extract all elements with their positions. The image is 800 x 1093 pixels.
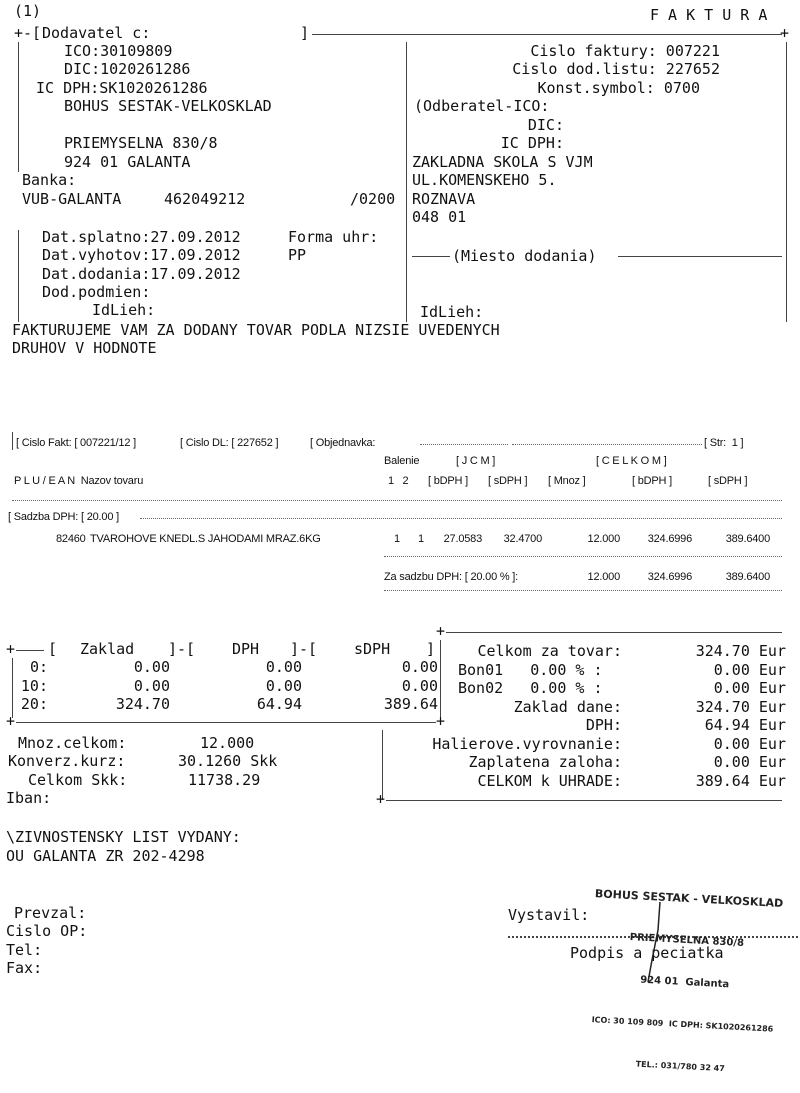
subtotal-label: Za sadzbu DPH: [ 20.00 % ]: (384, 571, 519, 583)
payment-form-label: Forma uhr: (288, 228, 379, 246)
total-goods-value: 324.70 Eur (695, 642, 786, 660)
supplier-idlieh: IdLieh: (92, 301, 156, 319)
vat-value: 64.94 Eur (704, 716, 786, 734)
col-cbdph: [ bDPH ] (632, 475, 672, 487)
company-stamp (572, 859, 797, 1093)
col-bdph: [ bDPH ] (428, 475, 468, 487)
supplier-ico: ICO:30109809 (64, 42, 173, 60)
subtotal-mnoz: 12.000 (587, 571, 620, 583)
buyer-zip: 048 01 (412, 208, 467, 226)
summary-top-rule (446, 632, 782, 633)
stamp-line-1: BOHUS SESTAK - VELKOSKLAD (594, 887, 784, 911)
date-issued: Dat.vyhotov:17.09.2012 (42, 246, 241, 264)
col-csdph: [ sDPH ] (708, 475, 748, 487)
item-b2: 1 (418, 533, 424, 545)
signature-label: Podpis a peciatka (570, 944, 724, 962)
rate-0-sdph: 0.00 (401, 658, 438, 676)
iban-label: Iban: (6, 789, 52, 807)
intro-line-2: DRUHOV V HODNOTE (12, 339, 157, 357)
item-bdph: 27.0583 (443, 533, 482, 545)
item-plu: 82460 (56, 533, 86, 545)
buyer-name: ZAKLADNA SKOLA S VJM (412, 153, 593, 171)
document-title: F A K T U R A (650, 6, 768, 24)
stamp-line-4: ICO: 30 109 809 IC DPH: SK1020261286 (591, 1015, 774, 1034)
left-border-lower (18, 230, 19, 322)
buyer-ico: (Odberatel-ICO: (414, 97, 550, 115)
fax-label: Fax: (6, 959, 43, 977)
advance-label: Zaplatena zaloha: (468, 753, 622, 771)
rate-0: 0: (29, 658, 48, 676)
bracket: ] (300, 24, 310, 42)
box-corner-right: + (780, 24, 790, 42)
col-sdph: [ sDPH ] (488, 475, 528, 487)
item-mnoz: 12.000 (587, 533, 620, 545)
summary-left-border (12, 658, 13, 718)
amount-due-value: 389.64 Eur (695, 772, 786, 790)
delivery-place: (Miesto dodania) (452, 247, 597, 265)
col-balenie: Balenie (384, 455, 420, 467)
issued-by-label: Vystavil: (508, 906, 590, 924)
supplier-street: PRIEMYSELNA 830/8 (64, 134, 218, 152)
rate-20-sdph: 389.64 (383, 695, 438, 713)
id-card-label: Cislo OP: (6, 922, 88, 940)
summary-head-dph: DPH (232, 640, 260, 658)
left-border (18, 42, 19, 172)
supplier-name: BOHUS SESTAK-VELKOSKLAD (64, 97, 272, 115)
date-due: Dat.splatno:27.09.2012 (42, 228, 241, 246)
item-name: TVAROHOVE KNEDL.S JAHODAMI MRAZ.6KG (90, 533, 321, 545)
date-delivery: Dat.dodania:17.09.2012 (42, 265, 241, 283)
license-line-1: \ZIVNOSTENSKY LIST VYDANY: (6, 828, 241, 846)
skk-total-value: 11738.29 (188, 771, 261, 789)
bank-account: 462049212 (164, 190, 246, 208)
top-rule (312, 34, 782, 35)
rate-20-dph: 64.94 (256, 695, 302, 713)
table-header-rule (420, 444, 508, 445)
box-corner: +-[ (14, 24, 42, 42)
stamp-line-5: TEL.: 031/780 32 47 (635, 1059, 726, 1074)
invoice-number: Cislo faktury: 007221 (530, 42, 720, 60)
bracket: ] (426, 640, 436, 658)
rate-20-zaklad: 324.70 (115, 695, 170, 713)
buyer-idlieh: IdLieh: (420, 303, 484, 321)
col-celkom: [ C E L K O M ] (596, 455, 667, 467)
supplier-city: 924 01 GALANTA (64, 153, 191, 171)
item-csdph: 389.6400 (725, 533, 770, 545)
rounding-value: 0.00 Eur (713, 735, 786, 753)
table-dl-no: [ Cislo DL: [ 227652 ] (180, 437, 279, 449)
bonus2-value: 0.00 Eur (713, 679, 786, 697)
rate-0-zaklad: 0.00 (133, 658, 170, 676)
subtotal-bottom-rule (384, 590, 782, 591)
amount-due-label: CELKOM k UHRADE: (477, 772, 622, 790)
rate-10-sdph: 0.00 (401, 677, 438, 695)
total-goods-label: Celkom za tovar: (477, 642, 622, 660)
col-mnoz: [ Mnoz ] (548, 475, 586, 487)
summary-corner-left: + (6, 640, 16, 658)
buyer-dic: DIC: (527, 116, 564, 134)
conv-rate-label: Konverz.kurz: (8, 752, 126, 770)
vat-label: DPH: (585, 716, 622, 734)
skk-total-label: Celkom Skk: (28, 771, 128, 789)
supplier-heading: Dodavatel c: (42, 24, 151, 42)
tax-base-value: 324.70 Eur (695, 698, 786, 716)
item-b1: 1 (394, 533, 400, 545)
table-header-rule-2 (512, 444, 702, 445)
tel-label: Tel: (6, 941, 43, 959)
table-left-border (12, 432, 13, 450)
conv-rate-value: 30.1260 Skk (178, 752, 278, 770)
rate-10-dph: 0.00 (265, 677, 302, 695)
buyer-city: ROZNAVA (412, 190, 476, 208)
rate-20: 20: (20, 695, 48, 713)
summary-corner-bl: + (6, 712, 16, 730)
buyer-street: UL.KOMENSKEHO 5. (412, 171, 557, 189)
vat-rate-rule (140, 518, 782, 519)
rate-10: 10: (20, 677, 48, 695)
table-page: [ Str: 1 ] (704, 437, 744, 449)
summary-head-rule (16, 650, 44, 651)
total-qty-label: Mnoz.celkom: (18, 734, 127, 752)
table-order: [ Objednavka: (310, 437, 376, 449)
bonus2-label: Bon02 0.00 % : (458, 679, 603, 697)
subtotal-sdph: 389.6400 (725, 571, 770, 583)
delivery-note-number: Cislo dod.listu: 227652 (512, 60, 720, 78)
col-plu: P L U / E A N Nazov tovaru (14, 475, 144, 487)
item-sdph: 32.4700 (503, 533, 542, 545)
constant-symbol: Konst.symbol: 0700 (537, 79, 700, 97)
rate-10-zaklad: 0.00 (133, 677, 170, 695)
summary-corner-br: + (436, 712, 446, 730)
tax-base-label: Zaklad dane: (513, 698, 622, 716)
bank-name: VUB-GALANTA (22, 190, 122, 208)
summary-corner-top: + (436, 622, 446, 640)
total-qty-value: 12.000 (200, 734, 255, 752)
table-invoice-no: [ Cislo Fakt: [ 007221/12 ] (16, 437, 136, 449)
middle-border (406, 42, 407, 322)
col-jcm: [ J C M ] (456, 455, 496, 467)
signature-scribble (640, 900, 670, 985)
supplier-icdph: IC DPH:SK1020261286 (36, 79, 208, 97)
col-12: 1 2 (388, 475, 409, 487)
bonus1-value: 0.00 Eur (713, 661, 786, 679)
rounding-label: Halierove.vyrovnanie: (432, 735, 622, 753)
table-header-bottom-rule (12, 500, 782, 501)
subtotal-bdph: 324.6996 (647, 571, 692, 583)
intro-line-1: FAKTURUJEME VAM ZA DODANY TOVAR PODLA NIZSIE UVEDENYCH (12, 321, 500, 339)
delivery-terms: Dod.podmien: (42, 283, 151, 301)
summary-head-sdph: sDPH (354, 640, 391, 658)
totals-corner: + (376, 790, 386, 808)
summary-bottom-rule (16, 722, 436, 723)
bank-label: Banka: (22, 171, 77, 189)
advance-value: 0.00 Eur (713, 753, 786, 771)
page-number: (1) (14, 2, 42, 20)
bracket: ]-[ (168, 640, 196, 658)
totals-bottom-rule (386, 800, 782, 801)
summary-head-zaklad: Zaklad (80, 640, 135, 658)
bonus1-label: Bon01 0.00 % : (458, 661, 603, 679)
stamp-line-3: 924 01 Galanta (639, 974, 730, 991)
delivery-rule-right (618, 256, 782, 257)
buyer-icdph: IC DPH: (500, 134, 564, 152)
subtotal-rule (384, 556, 782, 557)
vat-rate-section: [ Sadzba DPH: [ 20.00 ] (8, 511, 119, 523)
bank-code: /0200 (350, 190, 396, 208)
supplier-dic: DIC:1020261286 (64, 60, 191, 78)
bracket: [ (48, 640, 58, 658)
stamp-line-2: PRIEMYSELNA 830/8 (629, 932, 745, 950)
rate-0-dph: 0.00 (265, 658, 302, 676)
license-line-2: OU GALANTA ZR 202-4298 (6, 847, 205, 865)
payment-form-value: PP (288, 246, 307, 264)
delivery-rule-left (412, 256, 450, 257)
received-by-label: Prevzal: (14, 904, 87, 922)
bracket: ]-[ (290, 640, 318, 658)
item-cbdph: 324.6996 (647, 533, 692, 545)
right-border (786, 42, 787, 322)
